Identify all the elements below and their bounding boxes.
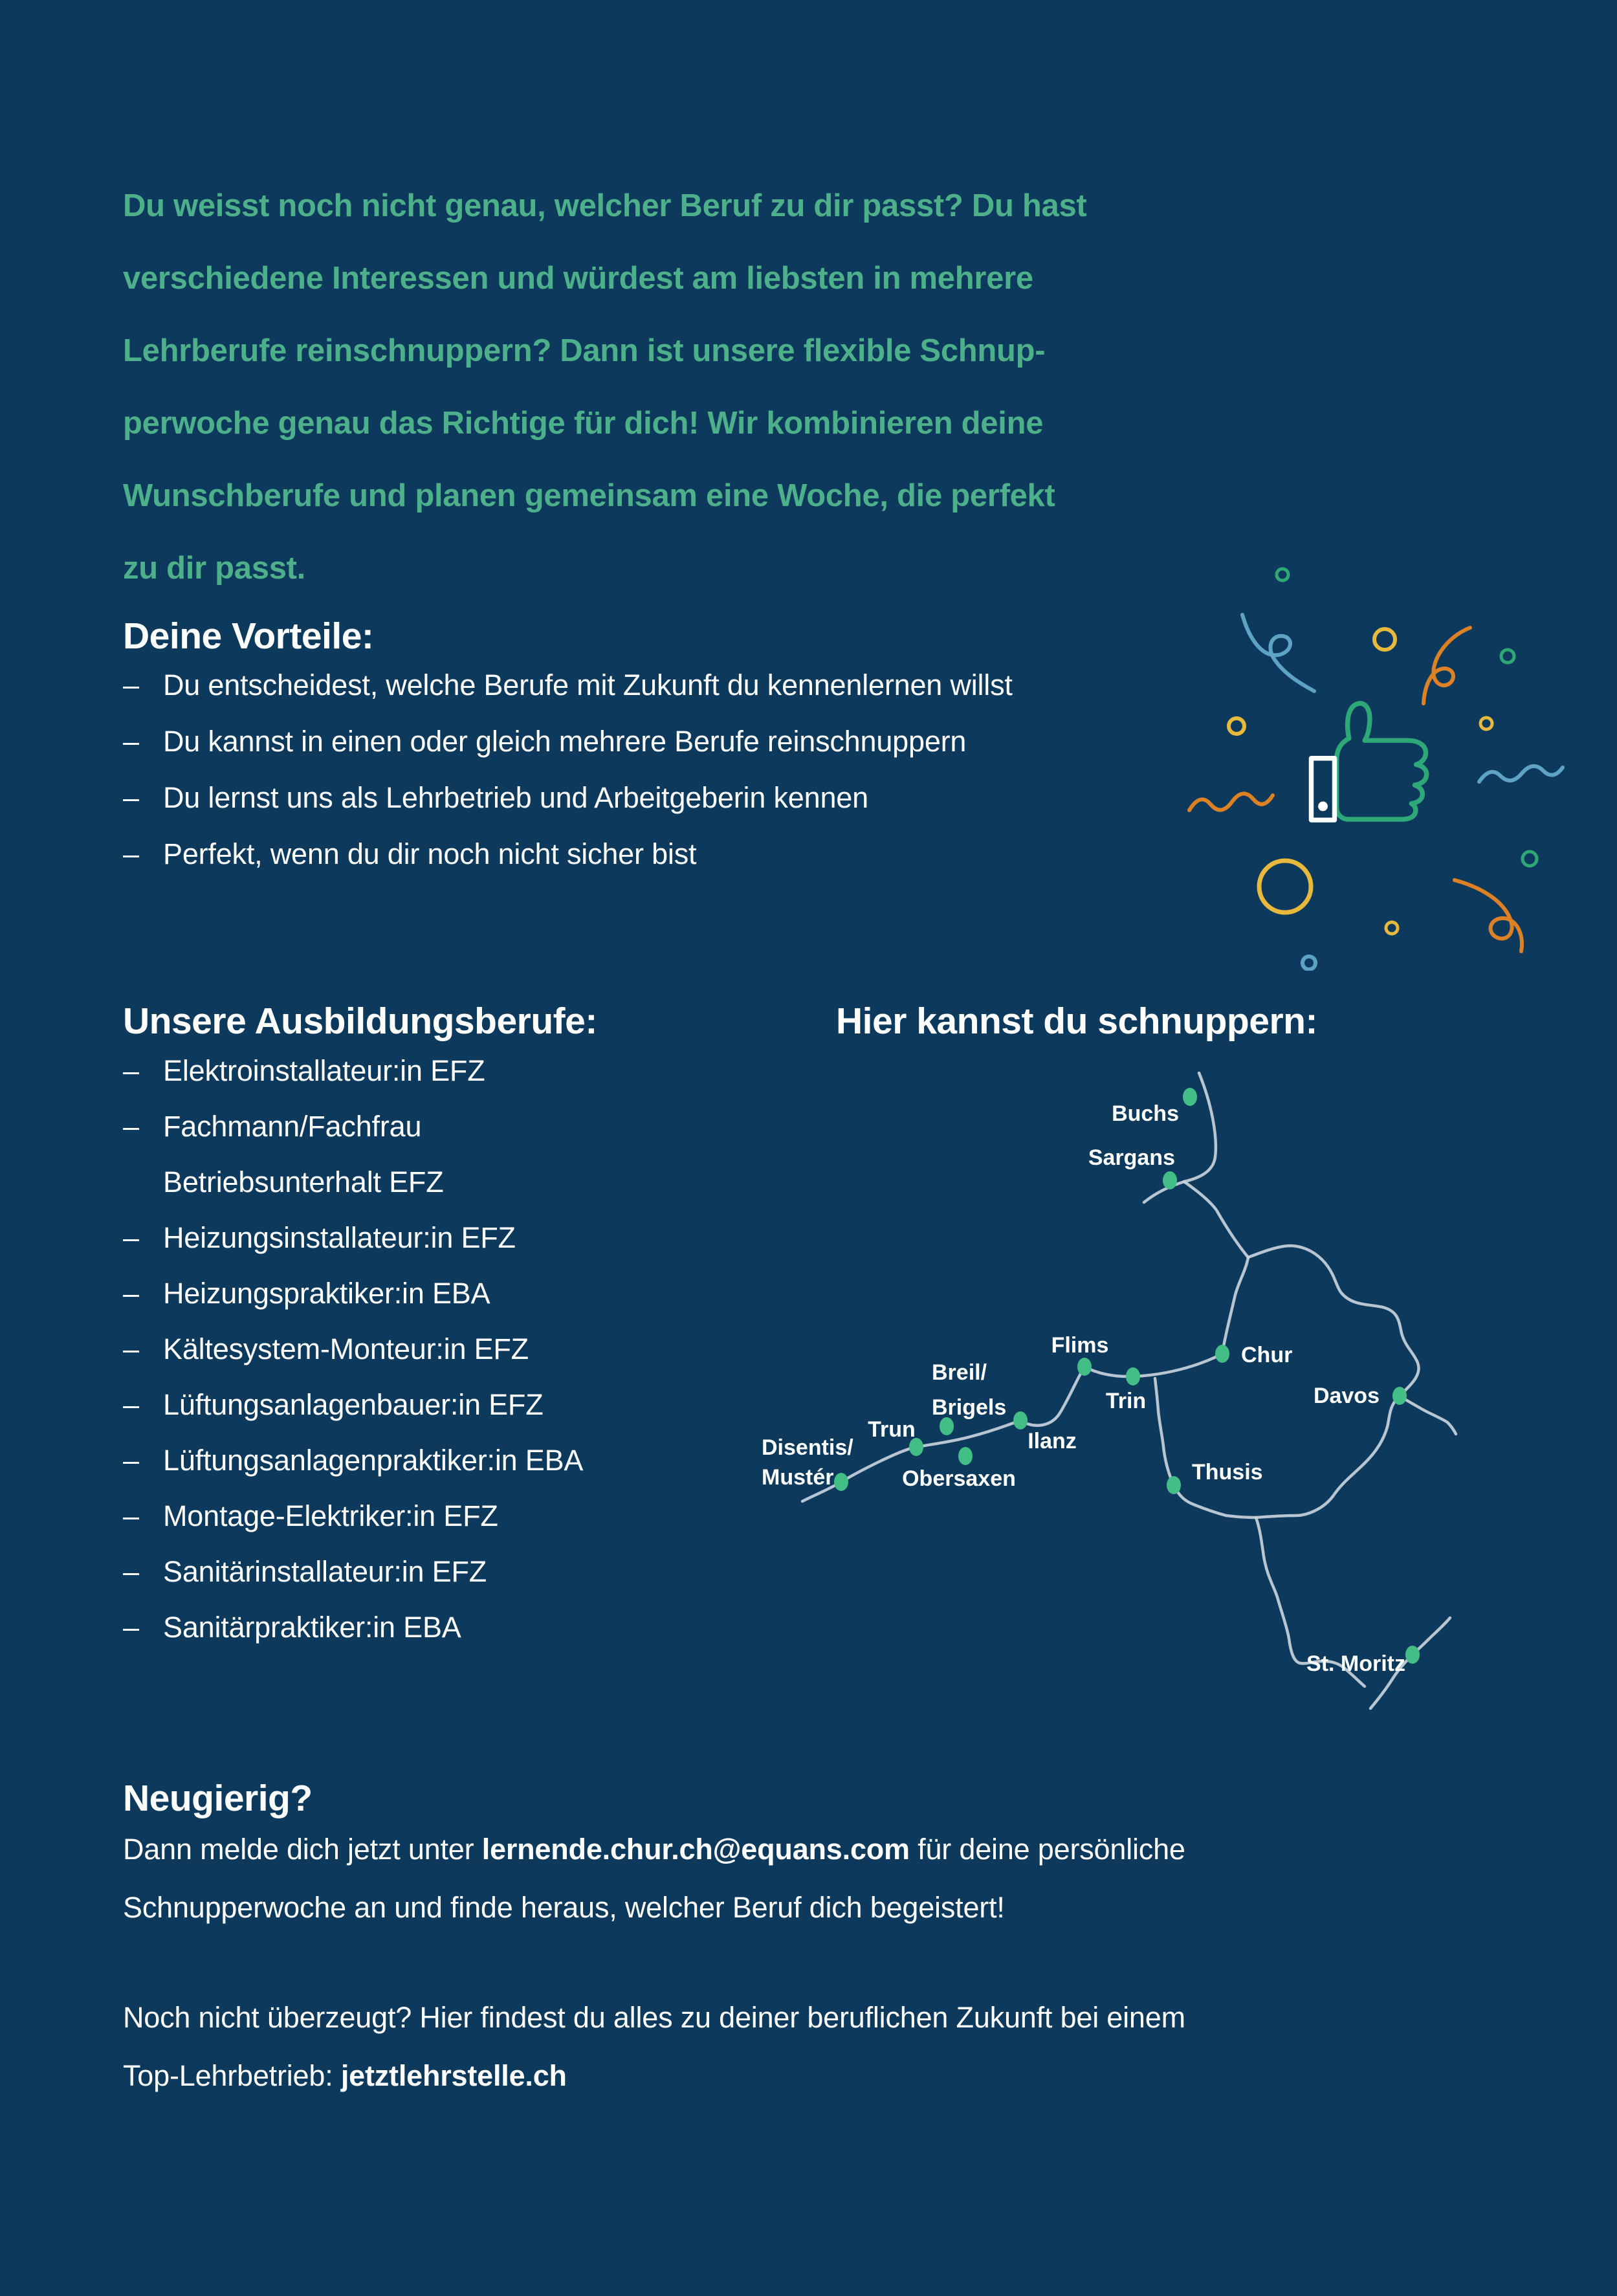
- dash-bullet: –: [123, 837, 139, 870]
- list-item: [123, 769, 1236, 826]
- dash-bullet: –: [123, 725, 139, 758]
- confetti-wave-icon: [1189, 793, 1273, 810]
- list-item-label: Du kannst in einen oder gleich mehrere Berufe reinschnuppern: [163, 725, 967, 758]
- confetti-circle-icon: [1523, 852, 1537, 866]
- thumbs-up-cuff-button: [1318, 802, 1328, 811]
- intro-line: perwoche genau das Richtige für dich! Wir kombinieren deine: [123, 406, 1044, 441]
- contact-line: [123, 1820, 1514, 1879]
- dash-bullet: –: [123, 1611, 139, 1644]
- thumbs-up-illustration: [1132, 518, 1617, 971]
- intro-line: Wunschberufe und planen gemeinsam eine Woche, die perfekt: [123, 478, 1055, 513]
- list-item-label: Elektroinstallateur:in EFZ: [163, 1054, 485, 1087]
- more-info-text: Top-Lehrbetrieb:: [123, 2059, 341, 2092]
- more-info-line: Noch nicht überzeugt? Hier findest du alles zu deiner beruflichen Zukunft bei einem: [123, 2001, 1185, 2034]
- vorteile-list: [123, 657, 1236, 882]
- map-dot-disentis: [834, 1473, 848, 1491]
- contact-paragraph: [123, 1820, 1514, 1937]
- berufe-heading: Unsere Ausbildungsberufe:: [123, 1000, 597, 1042]
- neugierig-heading: Neugierig?: [123, 1778, 313, 1819]
- list-item-label: Perfekt, wenn du dir noch nicht sicher bist: [163, 837, 697, 870]
- list-item-label: Betriebsunterhalt EFZ: [163, 1165, 444, 1198]
- map-dot-breil-brigels: [940, 1417, 954, 1435]
- map-label-ilanz: Ilanz: [1028, 1429, 1077, 1453]
- vorteile-heading: Deine Vorteile:: [123, 615, 374, 657]
- website-link[interactable]: jetztlehrstelle.ch: [340, 2059, 567, 2092]
- dash-bullet: –: [123, 1221, 139, 1254]
- road-davos-stub: [1400, 1396, 1456, 1434]
- confetti-swirl-icon: [1242, 615, 1314, 691]
- schnuppern-map: [699, 1048, 1617, 1780]
- map-dot-ilanz: [1013, 1411, 1028, 1429]
- dash-bullet: –: [123, 1444, 139, 1477]
- dash-bullet: –: [123, 1332, 139, 1365]
- map-heading: Hier kannst du schnuppern:: [836, 1000, 1317, 1042]
- map-label-disentis: Disentis/: [762, 1435, 853, 1460]
- map-dot-chur: [1215, 1345, 1229, 1363]
- map-label-brigels: Brigels: [932, 1395, 1007, 1420]
- confetti-circle-icon: [1386, 922, 1398, 934]
- dash-bullet: –: [123, 1499, 139, 1532]
- map-dot-stmoritz: [1405, 1646, 1420, 1664]
- map-label-trin: Trin: [1105, 1389, 1147, 1413]
- map-label-davos: Davos: [1313, 1384, 1380, 1408]
- confetti-circle-icon: [1374, 629, 1395, 650]
- intro-paragraph: [123, 170, 1275, 604]
- contact-text: Dann melde dich jetzt unter: [123, 1833, 482, 1866]
- list-item: [123, 657, 1236, 713]
- thumbs-up-icon: [1311, 703, 1426, 820]
- more-info-paragraph: [123, 1989, 1514, 2105]
- dash-bullet: –: [123, 1388, 139, 1421]
- list-item-label: Du entscheidest, welche Berufe mit Zukunft du kennenlernen willst: [163, 668, 1013, 701]
- road-sargans-fork: [1184, 1182, 1248, 1257]
- map-label-flims: Flims: [1051, 1333, 1109, 1358]
- list-item-label: Lüftungsanlagenpraktiker:in EBA: [163, 1444, 584, 1477]
- map-dot-davos: [1392, 1387, 1407, 1405]
- map-label-muster: Mustér: [762, 1465, 834, 1490]
- more-info-line: [123, 2047, 1514, 2105]
- map-label-buchs: Buchs: [1112, 1101, 1179, 1126]
- confetti-circle-icon: [1259, 861, 1311, 912]
- thumbs-up-hand: [1337, 703, 1427, 819]
- dash-bullet: –: [123, 1054, 139, 1087]
- map-label-chur: Chur: [1241, 1343, 1293, 1367]
- confetti-circle-icon: [1303, 956, 1315, 969]
- map-dot-trin: [1126, 1367, 1140, 1385]
- list-item-label: Du lernst uns als Lehrbetrieb und Arbeitgeberin kennen: [163, 781, 868, 814]
- intro-line: verschiedene Interessen und würdest am liebsten in mehrere: [123, 261, 1033, 296]
- dash-bullet: –: [123, 781, 139, 814]
- confetti-circle-icon: [1480, 718, 1492, 729]
- map-labels: [762, 1101, 1405, 1676]
- contact-text: für deine persönliche: [909, 1833, 1185, 1866]
- confetti-circle-icon: [1229, 718, 1244, 734]
- contact-line: Schnupperwoche an und finde heraus, welcher Beruf dich begeistert!: [123, 1891, 1005, 1924]
- list-item-label: Kältesystem-Monteur:in EFZ: [163, 1332, 529, 1365]
- intro-line: Du weisst noch nicht genau, welcher Beruf zu dir passt? Du hast: [123, 188, 1087, 223]
- road-trin-thusis: [1155, 1378, 1256, 1518]
- map-label-stmoritz: St. Moritz: [1306, 1651, 1405, 1676]
- map-label-trun: Trun: [868, 1417, 916, 1442]
- confetti-wave-icon: [1479, 766, 1563, 782]
- dash-bullet: –: [123, 668, 139, 701]
- map-dots: [834, 1088, 1420, 1664]
- dash-bullet: –: [123, 1277, 139, 1310]
- map-dot-obersaxen: [958, 1447, 973, 1465]
- list-item: [123, 713, 1236, 769]
- map-label-sargans: Sargans: [1088, 1145, 1175, 1170]
- list-item-label: Sanitärinstallateur:in EFZ: [163, 1555, 487, 1588]
- map-dot-flims: [1077, 1358, 1092, 1376]
- dash-bullet: –: [123, 1110, 139, 1143]
- map-label-obersaxen: Obersaxen: [902, 1466, 1016, 1491]
- map-label-thusis: Thusis: [1192, 1460, 1263, 1485]
- intro-line: zu dir passt.: [123, 551, 305, 586]
- confetti-swirl-icon: [1424, 628, 1470, 703]
- confetti-swirl-icon: [1455, 880, 1522, 951]
- list-item-label: Heizungspraktiker:in EBA: [163, 1277, 490, 1310]
- road-fork-chur: [1222, 1257, 1248, 1354]
- confetti: [1189, 569, 1563, 969]
- map-dot-sargans: [1163, 1171, 1177, 1189]
- confetti-circle-icon: [1501, 650, 1514, 663]
- confetti-circle-icon: [1277, 569, 1288, 580]
- map-dot-buchs: [1183, 1088, 1197, 1106]
- email-link[interactable]: lernende.chur.ch@equans.com: [481, 1833, 910, 1866]
- list-item-label: Fachmann/Fachfrau: [163, 1110, 422, 1143]
- dash-bullet: –: [123, 1555, 139, 1588]
- list-item-label: Sanitärpraktiker:in EBA: [163, 1611, 461, 1644]
- road-fork-davos-loop: [1248, 1246, 1419, 1518]
- map-dot-thusis: [1167, 1476, 1181, 1494]
- list-item-label: Montage-Elektriker:in EFZ: [163, 1499, 498, 1532]
- list-item: [123, 826, 1236, 882]
- list-item-label: Lüftungsanlagenbauer:in EFZ: [163, 1388, 544, 1421]
- intro-line: Lehrberufe reinschnuppern? Dann ist unsere flexible Schnup-: [123, 333, 1046, 368]
- map-label-breil: Breil/: [932, 1360, 987, 1385]
- list-item-label: Heizungsinstallateur:in EFZ: [163, 1221, 516, 1254]
